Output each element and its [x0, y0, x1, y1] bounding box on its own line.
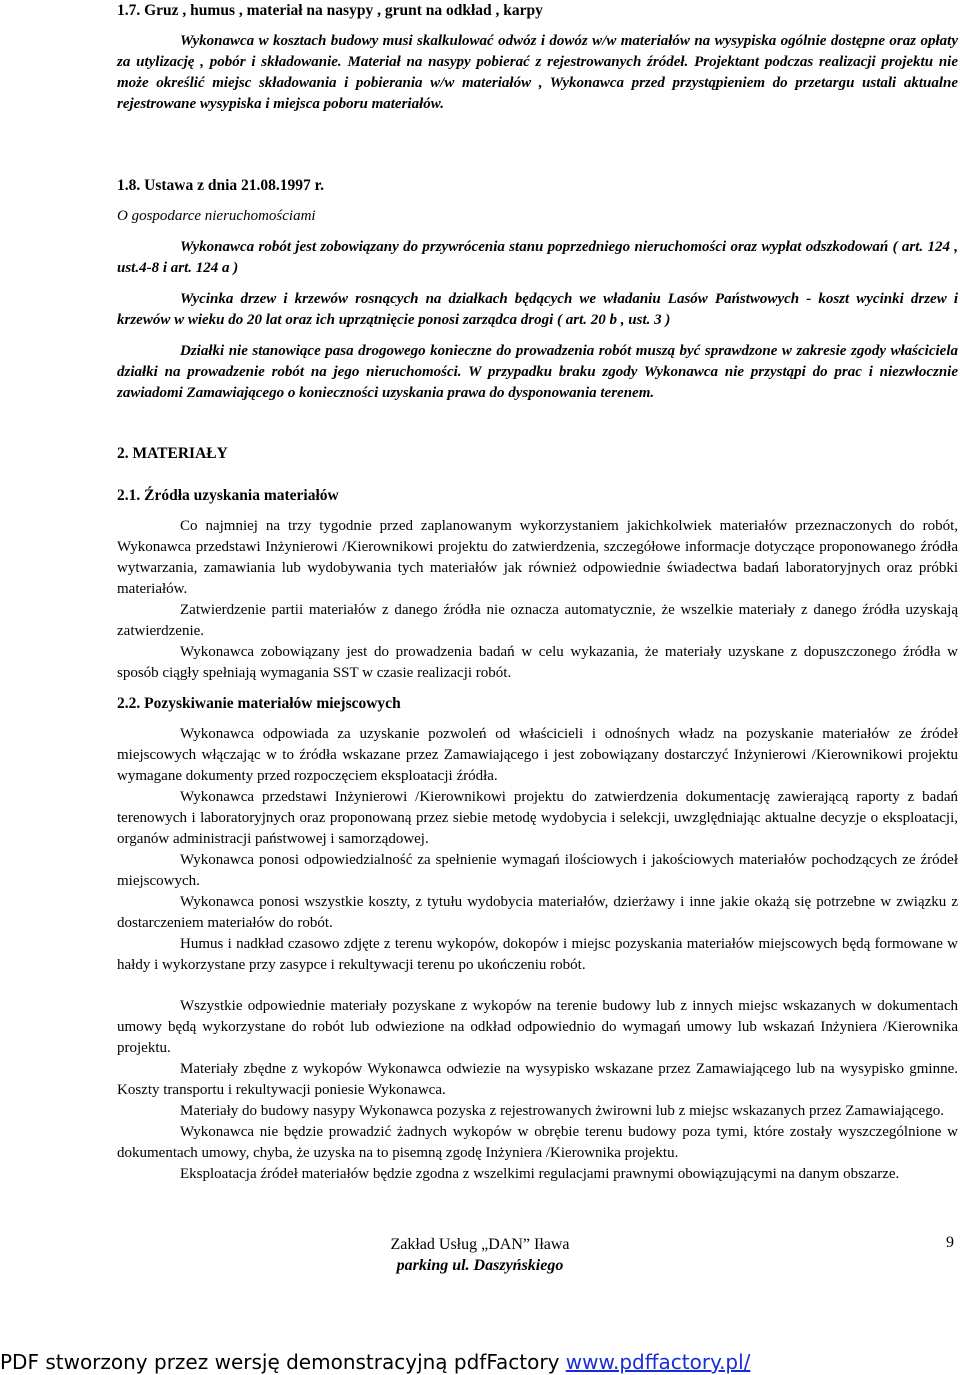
- section-2-2-paragraph-2: Wykonawca przedstawi Inżynierowi /Kierownikowi projektu do zatwierdzenia dokumentację zawierającą raporty z badań terenowych i laboratoryjnych oraz proponowaną przez siebie metodę wydobycia i selekcji, uwzględniając aktualne decyzje o eksploatacji, organów administracji państwowej i samorządowej.: [117, 789, 958, 847]
- section-2-1-paragraph-3: Wykonawca zobowiązany jest do prowadzenia badań w celu wykazania, że materiały uzyskane z dopuszczonego źródła w sposób ciągły spełniają wymagania SST w czasie realizacji robót.: [117, 644, 958, 681]
- section-2-2-paragraph-8: Materiały do budowy nasypy Wykonawca pozyska z rejestrowanych żwirowni lub z miejsc wskazanych przez Zamawiającego.: [180, 1103, 944, 1119]
- section-heading-2: 2. MATERIAŁY: [117, 445, 228, 462]
- section-2-2-paragraph-9: Wykonawca nie będzie prowadzić żadnych wykopów w obrębie terenu budowy poza tymi, które zostały wyszczególnione w dokumentach umowy, chyba, że uzyska na to pisemną zgodę Inżyniera /Kierownika projektu.: [117, 1124, 958, 1161]
- pdffactory-link[interactable]: www.pdffactory.pl/: [565, 1350, 751, 1374]
- page-number: 9: [946, 1234, 954, 1251]
- section-2-2-paragraph-1: Wykonawca odpowiada za uzyskanie pozwoleń od właścicieli i odnośnych władz na pozyskanie materiałów ze źródeł miejscowych włączając w to źródła wskazane przez Zamawiającego i jest zobowiązany dostarczyć Inżynierowi /Kierownikowi projektu wymagane dokumenty przed rozpoczęciem eksploatacji źródła.: [117, 726, 958, 784]
- section-2-1-body: [117, 516, 958, 684]
- section-2-1-paragraph-1: Co najmniej na trzy tygodnie przed zaplanowanym wykorzystaniem jakichkolwiek materiałów przeznaczonych do robót, Wykonawca przedstawi Inżynierowi /Kierownikowi projektu do zatwierdzenia, szczegółowe informacje dotyczące proponowanego źródła wytwarzania, zamawiania lub wydobywania tych materiałów jak również odpowiednie świadectwa badań laboratoryjnych oraz próbki materiałów.: [117, 518, 958, 597]
- section-1-8-paragraph-2: Wycinka drzew i krzewów rosnących na działkach będących we władaniu Lasów Państwowych - koszt wycinki drzew i krzewów w wieku do 20 lat oraz ich uprzątnięcie ponosi zarządca drogi ( art. 20 b , ust. 3 ): [117, 291, 958, 328]
- section-1-8-paragraph-1: Wykonawca robót jest zobowiązany do przywrócenia stanu poprzedniego nieruchomości oraz wypłat odszkodowań ( art. 124 , ust.4-8 i art. 124 a ): [117, 239, 958, 276]
- pdf-banner-text: PDF stworzony przez wersję demonstracyjną pdfFactory: [0, 1350, 566, 1374]
- section-1-8-subtitle: O gospodarce nieruchomościami: [117, 208, 316, 224]
- page-footer: [0, 1234, 960, 1276]
- section-heading-1-8: 1.8. Ustawa z dnia 21.08.1997 r.: [117, 177, 324, 194]
- section-2-2-paragraph-6: Wszystkie odpowiednie materiały pozyskane z wykopów na terenie budowy lub z innych miejsc wskazanych w dokumentach umowy będą wykorzystane do robót lub odwiezione na odkład odpowiednio do wymagań umowy lub wskazań Inżyniera /Kierownika projektu.: [117, 998, 958, 1056]
- pdf-factory-banner: [0, 1350, 750, 1374]
- section-2-1-paragraph-2: Zatwierdzenie partii materiałów z danego źródła nie oznacza automatycznie, że wszelkie materiały z danego źródła uzyskają zatwierdzenie.: [117, 602, 958, 639]
- section-1-8-paragraph-3: Działki nie stanowiące pasa drogowego konieczne do prowadzenia robót muszą być sprawdzone w zakresie zgody właściciela działki na prowadzenie robót na jego nieruchomości. W przypadku braku zgody Wykonawca nie przystąpi do prac i niezwłocznie zawiadomi Zamawiającego o konieczności uzyskania prawa do dysponowania terenem.: [117, 343, 958, 401]
- section-2-2-paragraph-5: Humus i nadkład czasowo zdjęte z terenu wykopów, dokopów i miejsc pozyskania materiałów miejscowych będą formowane w hałdy i wykorzystane przy zasypce i rekultywacji terenu po ukończeniu robót.: [117, 936, 958, 973]
- section-1-7-paragraph: Wykonawca w kosztach budowy musi skalkulować odwóz i dowóz w/w materiałów na wysypiska ogólnie dostępne oraz opłaty za utylizację , pobór i składowanie. Materiał na nasypy pobierać z rejestrowanych źródeł. Projektant podczas realizacji projektu nie może określić miejsc składowania i pobierania w/w materiałów , Wykonawca przed przystąpieniem do przetargu ustali aktualne rejestrowane wysypiska i miejsca poboru materiałów.: [117, 33, 958, 112]
- section-heading-2-2: 2.2. Pozyskiwanie materiałów miejscowych: [117, 695, 401, 712]
- section-heading-2-1: 2.1. Źródła uzyskania materiałów: [117, 487, 339, 504]
- footer-location: parking ul. Daszyńskiego: [396, 1257, 564, 1274]
- section-2-2-paragraph-10: Eksploatacja źródeł materiałów będzie zgodna z wszelkimi regulacjami prawnymi obowiązującymi na danym obszarze.: [180, 1166, 900, 1182]
- section-heading-1-7: 1.7. Gruz , humus , materiał na nasypy , grunt na odkład , karpy: [117, 2, 543, 19]
- section-2-2-body-continued: [117, 996, 958, 1185]
- section-2-2-paragraph-7: Materiały zbędne z wykopów Wykonawca odwiezie na wysypisko wskazane przez Zamawiającego lub na wysypisko gminne. Koszty transportu i rekultywacji poniesie Wykonawca.: [117, 1061, 958, 1098]
- section-2-2-paragraph-4: Wykonawca ponosi wszystkie koszty, z tytułu wydobycia materiałów, dzierżawy i inne jakie okażą się potrzebne w związku z dostarczeniem materiałów do robót.: [117, 894, 958, 931]
- footer-company: Zakład Usług „DAN” Iława: [390, 1236, 570, 1253]
- section-2-2-body: [117, 724, 958, 976]
- section-2-2-paragraph-3: Wykonawca ponosi odpowiedzialność za spełnienie wymagań ilościowych i jakościowych materiałów pochodzących ze źródeł miejscowych.: [117, 852, 958, 889]
